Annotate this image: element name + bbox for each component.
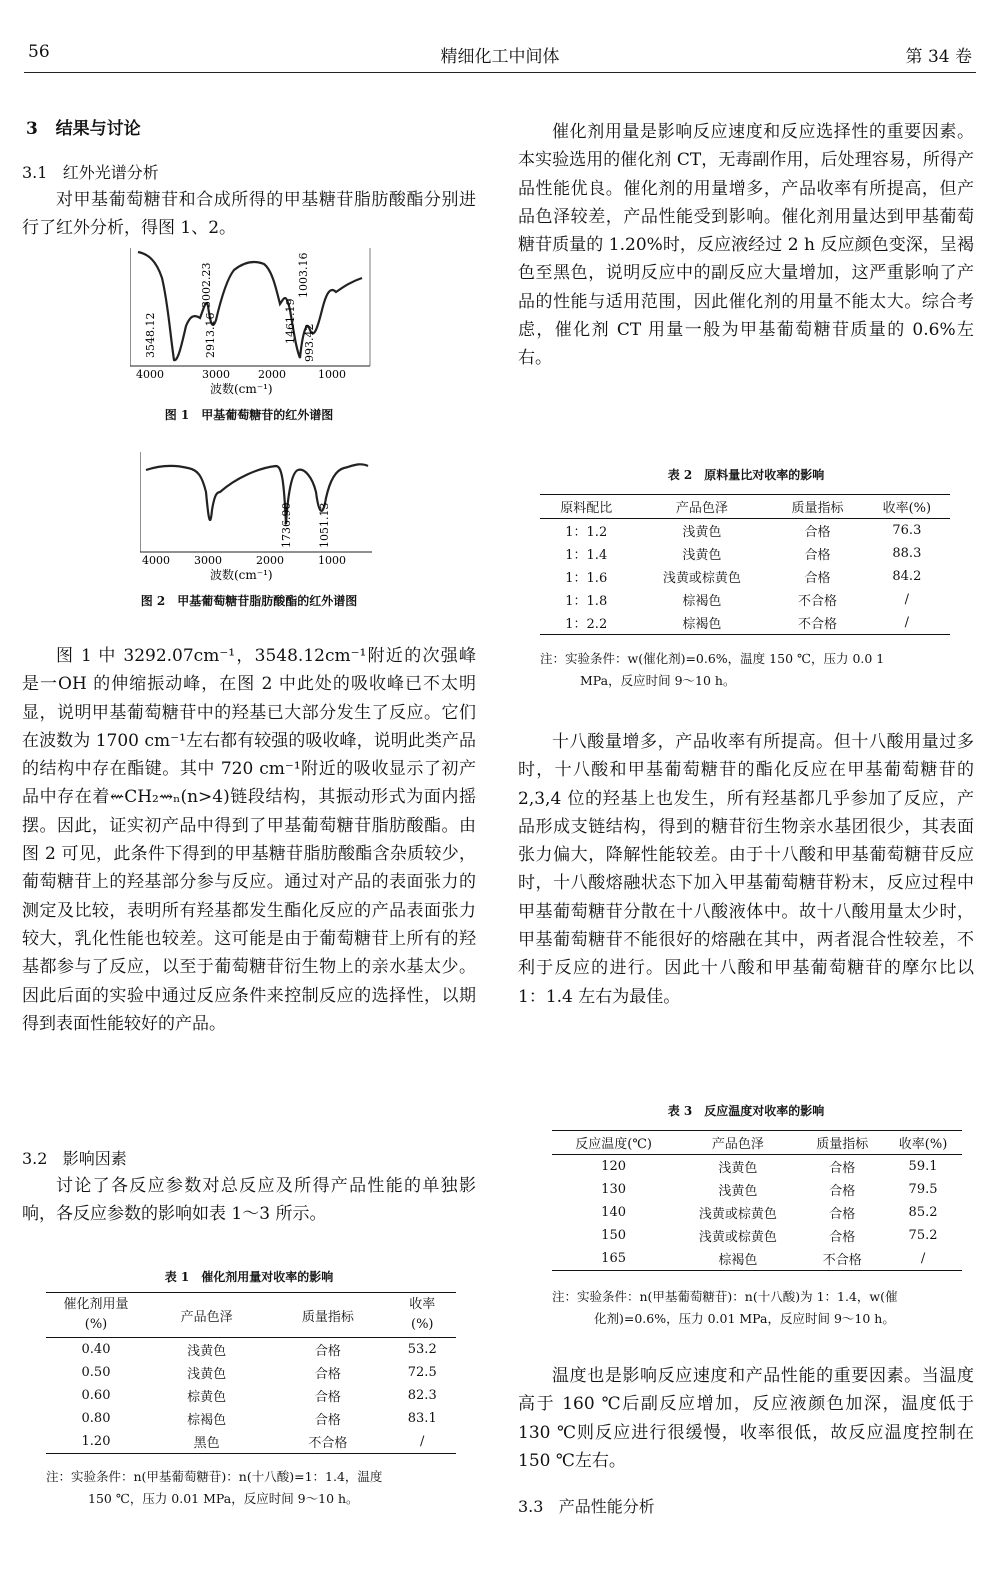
table-row [46, 1361, 456, 1384]
table-cell: 不合格 [822, 1253, 862, 1268]
table-2-note [540, 648, 976, 692]
note-line: MPa，反应时间 9～10 h。 [580, 673, 736, 688]
table-header-cell: 收率(%) [882, 501, 932, 516]
table-cell: 合格 [314, 1344, 341, 1359]
table-cell: / [904, 615, 910, 630]
peak-label: 1003.16 [297, 252, 310, 298]
table-cell: 浅黄色 [187, 1367, 227, 1382]
table-cell: 浅黄或棕黄色 [698, 1207, 777, 1222]
x-tick-label: 4000 [136, 368, 164, 381]
note-line: 150 ℃，压力 0.01 MPa，反应时间 9～10 h。 [88, 1491, 359, 1506]
table-2-caption: 表 2 原料量比对收率的影响 [667, 468, 825, 482]
table-row [552, 1201, 962, 1224]
table-row [540, 519, 950, 543]
table-cell: 棕褐色 [682, 594, 722, 609]
table-cell: 0.50 [81, 1365, 111, 1380]
table-cell: 合格 [314, 1367, 341, 1382]
table-header-cell [389, 1293, 457, 1338]
table-cell: / [420, 1434, 425, 1449]
table-cell: / [920, 1251, 926, 1266]
spectrum-line [146, 464, 368, 524]
table-cell: 合格 [829, 1184, 856, 1199]
figure-2-caption: 图 2 甲基葡萄糖苷脂肪酸酯的红外谱图 [140, 594, 358, 608]
section-3-heading [26, 114, 141, 139]
table-row [46, 1384, 456, 1407]
peak-label: 3548.12 [144, 312, 157, 358]
x-axis-label: 波数(cm⁻¹) [210, 382, 273, 396]
table-cell: 79.5 [908, 1182, 938, 1197]
table-cell: 1：1.2 [565, 525, 608, 540]
section-title: 结果与讨论 [55, 119, 141, 139]
table-header-cell: 反应温度(℃) [575, 1137, 652, 1152]
x-tick-label: 1000 [318, 554, 346, 567]
catalyst-paragraph: 催化剂用量是影响反应速度和反应选择性的重要因素。本实验选用的催化剂 CT，无毒副作用，后处理容易，所得产品性能优良。催化剂的用量增多，产品收率有所提高，但产品色泽较差，产品性能受到影响。催化剂用量达到甲基葡萄糖苷质量的 1.20%时，反应液经过 2 h 反应颜色变深，呈褐色至黑色，说明反应中的副反应大量增加，这严重影响了产品的性能与适用范围，因此催化剂的用量不能太大。综合考虑，催化剂 CT 用量一般为甲基葡萄糖苷质量的 0.6%左右。 [518, 122, 974, 369]
table-cell: 不合格 [797, 594, 837, 609]
peak-label: 993.42 [303, 323, 316, 362]
figure-2-ir-spectrum [140, 452, 380, 584]
header-unit: (%) [411, 1317, 434, 1332]
table-row [552, 1178, 962, 1201]
peak-label: 1051.13 [318, 502, 331, 548]
table-header-cell: 质量指标 [301, 1309, 354, 1325]
note-line: 化剂)=0.6%，压力 0.01 MPa，反应时间 9～10 h。 [594, 1311, 895, 1326]
table-1-caption: 表 1 催化剂用量对收率的影响 [164, 1270, 334, 1284]
x-axis-label: 波数(cm⁻¹) [210, 568, 273, 582]
table-cell: 不合格 [797, 617, 837, 632]
table-cell: 76.3 [892, 523, 922, 538]
table-row [552, 1155, 962, 1179]
table-row [540, 611, 950, 635]
table-cell: 72.5 [407, 1365, 437, 1380]
table-cell: 53.2 [407, 1342, 437, 1357]
table-cell: 1：1.4 [565, 548, 608, 563]
section-number: 3.1 [22, 163, 48, 182]
note-line: 注：实验条件：n(甲基葡萄糖苷)：n(十八酸)=1：1.4，温度 [46, 1469, 383, 1484]
table-row [540, 588, 950, 611]
ratio-paragraph: 十八酸量增多，产品收率有所提高。但十八酸用量过多时，十八酸和甲基葡萄糖苷的酯化反应在甲基葡萄糖苷的 2,3,4 位的羟基上也发生，所有羟基都几乎参加了反应，产品形成支链结构，得到的糖苷衍生物亲水基团很少，其表面张力偏大，降解性能较差。由于十八酸和甲基葡萄糖苷反应时，十八酸熔融状态下加入甲基葡萄糖苷粉末，反应过程中甲基葡萄糖苷分散在十八酸液体中。故十八酸用量太少时，甲基葡萄糖苷不能很好的熔融在其中，两者混合性较差，不利于反应的进行。因此十八酸和甲基葡萄糖苷的摩尔比以 1：1.4 左右为最佳。 [518, 732, 974, 1007]
section-number: 3 [26, 119, 38, 139]
table-cell: 合格 [829, 1207, 856, 1222]
table-cell: 165 [601, 1251, 626, 1266]
table-header-cell: 收率(%) [898, 1137, 948, 1152]
table-cell: 140 [601, 1205, 626, 1220]
peak-label: 3002.23 [200, 262, 213, 308]
temperature-paragraph: 温度也是影响反应速度和产品性能的重要因素。当温度高于 160 ℃后副反应增加，反应液颜色加深，温度低于 130 ℃则反应进行很缓慢，收率很低，故反应温度控制在 150 ℃左右。 [518, 1366, 974, 1471]
section-title: 产品性能分析 [558, 1497, 655, 1516]
page-number: 56 [28, 42, 50, 62]
header-text: 催化剂用量 [63, 1297, 129, 1312]
x-tick-label: 2000 [258, 368, 286, 381]
table-cell: 浅黄或棕黄色 [698, 1230, 777, 1245]
table-cell: 棕褐色 [718, 1253, 758, 1268]
table-1-note [46, 1466, 476, 1510]
section-number: 3.3 [518, 1497, 544, 1516]
section-title: 红外光谱分析 [62, 163, 159, 182]
table-cell: 黑色 [193, 1436, 220, 1451]
table-cell: 120 [601, 1159, 626, 1174]
peak-label: 1736.90 [280, 502, 293, 548]
table-2 [540, 494, 950, 635]
section-3-1-heading [22, 160, 159, 183]
table-row [46, 1430, 456, 1454]
table-cell: 85.2 [908, 1205, 938, 1220]
section-3-3-heading [518, 1494, 655, 1517]
table-cell: 浅黄色 [187, 1344, 227, 1359]
table-cell: 棕褐色 [682, 617, 722, 632]
table-cell: 1：1.6 [565, 571, 608, 586]
table-cell: 合格 [829, 1230, 856, 1245]
table-cell: 浅黄或棕黄色 [662, 571, 741, 586]
table-cell: 88.3 [892, 546, 922, 561]
table-cell: 1：2.2 [565, 617, 608, 632]
intro-paragraph: 对甲基葡萄糖苷和合成所得的甲基糖苷脂肪酸酯分别进行了红外分析，得图 1、2。 [22, 190, 476, 239]
table-row [540, 542, 950, 565]
table-header-cell: 产品色泽 [711, 1137, 764, 1152]
table-row [46, 1338, 456, 1362]
table-cell: 130 [601, 1182, 626, 1197]
x-tick-label: 4000 [142, 554, 170, 567]
table-row [552, 1224, 962, 1247]
spectrum-line [138, 252, 362, 360]
x-tick-label: 1000 [318, 368, 346, 381]
table-1 [46, 1292, 456, 1454]
table-cell: 合格 [804, 525, 831, 540]
table-header-cell [46, 1293, 146, 1338]
table-cell: 84.2 [892, 569, 922, 584]
running-header [24, 30, 976, 73]
note-line: 注：实验条件：w(催化剂)=0.6%，温度 150 ℃，压力 0.0 1 [540, 651, 885, 666]
ir-analysis-paragraph: 图 1 中 3292.07cm⁻¹，3548.12cm⁻¹附近的次强峰是一OH 的伸缩振动峰，在图 2 中此处的吸收峰已不太明显，说明甲基葡萄糖苷中的羟基已大部分发生了反应。它们在波数为 1700 cm⁻¹左右都有较强的吸收峰，说明此类产品的结构中存在酯键。其中 720 cm⁻¹附近的吸收显示了初产品中存在着⇜CH₂⇝ₙ(n>4)链段结构，其振动形式为面内摇摆。因此，证实初产品中得到了甲基葡萄糖苷脂肪酸酯。由图 2 可见，此条件下得到的甲基糖苷脂肪酸酯含杂质较少，葡萄糖苷上的羟基部分参与反应。通过对产品的表面张力的测定及比较，表明所有羟基都发生酯化反应的产品表面张力较大，乳化性能也较差。这可能是由于葡萄糖苷上所有的羟基都参与了反应，以至于葡萄糖苷衍生物上的亲水基太少。因此后面的实验中通过反应条件来控制反应的选择性，以期得到表面性能较好的产品。 [22, 646, 476, 1034]
table-cell: 59.1 [908, 1159, 938, 1174]
section-3-2-heading [22, 1146, 127, 1169]
factors-paragraph: 讨论了各反应参数对总反应及所得产品性能的单独影响，各反应参数的影响如表 1～3 所示。 [22, 1176, 476, 1225]
table-3-caption: 表 3 反应温度对收率的影响 [667, 1104, 825, 1118]
x-tick-label: 2000 [256, 554, 284, 567]
table-header-cell: 产品色泽 [180, 1309, 233, 1325]
table-header-cell: 原料配比 [560, 501, 613, 516]
table-row [540, 565, 950, 588]
header-text: 收率 [409, 1297, 436, 1312]
table-cell: 合格 [314, 1390, 341, 1405]
table-cell: 82.3 [407, 1388, 437, 1403]
table-cell: 浅黄色 [718, 1184, 758, 1199]
peak-label: 1461.19 [284, 298, 297, 344]
figure-1-ir-spectrum [130, 248, 380, 398]
table-cell: 浅黄色 [682, 525, 722, 540]
table-cell: 合格 [804, 571, 831, 586]
table-cell: 150 [601, 1228, 626, 1243]
table-cell: 75.2 [908, 1228, 938, 1243]
table-cell: 浅黄色 [718, 1161, 758, 1176]
table-cell: / [904, 592, 910, 607]
table-cell: 1.20 [81, 1434, 111, 1449]
table-cell: 棕黄色 [187, 1390, 227, 1405]
volume-number: 第 34 卷 [905, 47, 972, 67]
table-cell: 83.1 [407, 1411, 437, 1426]
header-unit: (%) [84, 1317, 108, 1332]
table-cell: 合格 [314, 1413, 341, 1428]
figure-1-caption: 图 1 甲基葡萄糖苷的红外谱图 [164, 408, 334, 422]
table-cell: 浅黄色 [682, 548, 722, 563]
table-row [46, 1407, 456, 1430]
table-cell: 棕褐色 [187, 1413, 227, 1428]
x-tick-label: 3000 [194, 554, 222, 567]
table-cell: 0.40 [81, 1342, 111, 1357]
note-line: 注：实验条件：n(甲基葡萄糖苷)：n(十八酸)为 1：1.4，w(催 [552, 1289, 898, 1304]
table-cell: 合格 [829, 1161, 856, 1176]
table-cell: 0.60 [81, 1388, 111, 1403]
table-row [552, 1247, 962, 1271]
x-tick-label: 3000 [202, 368, 230, 381]
section-title: 影响因素 [62, 1149, 127, 1168]
table-cell: 不合格 [308, 1436, 348, 1451]
table-cell: 0.80 [81, 1411, 111, 1426]
table-cell: 1：1.8 [565, 594, 608, 609]
table-3 [552, 1130, 962, 1271]
table-header-cell: 质量指标 [816, 1137, 869, 1152]
section-number: 3.2 [22, 1149, 48, 1168]
table-header-cell: 产品色泽 [675, 501, 728, 516]
peak-label: 2913.16 [204, 312, 217, 358]
table-3-note [552, 1286, 976, 1330]
journal-name: 精细化工中间体 [440, 47, 560, 67]
table-header-cell: 质量指标 [791, 501, 844, 516]
table-cell: 合格 [804, 548, 831, 563]
